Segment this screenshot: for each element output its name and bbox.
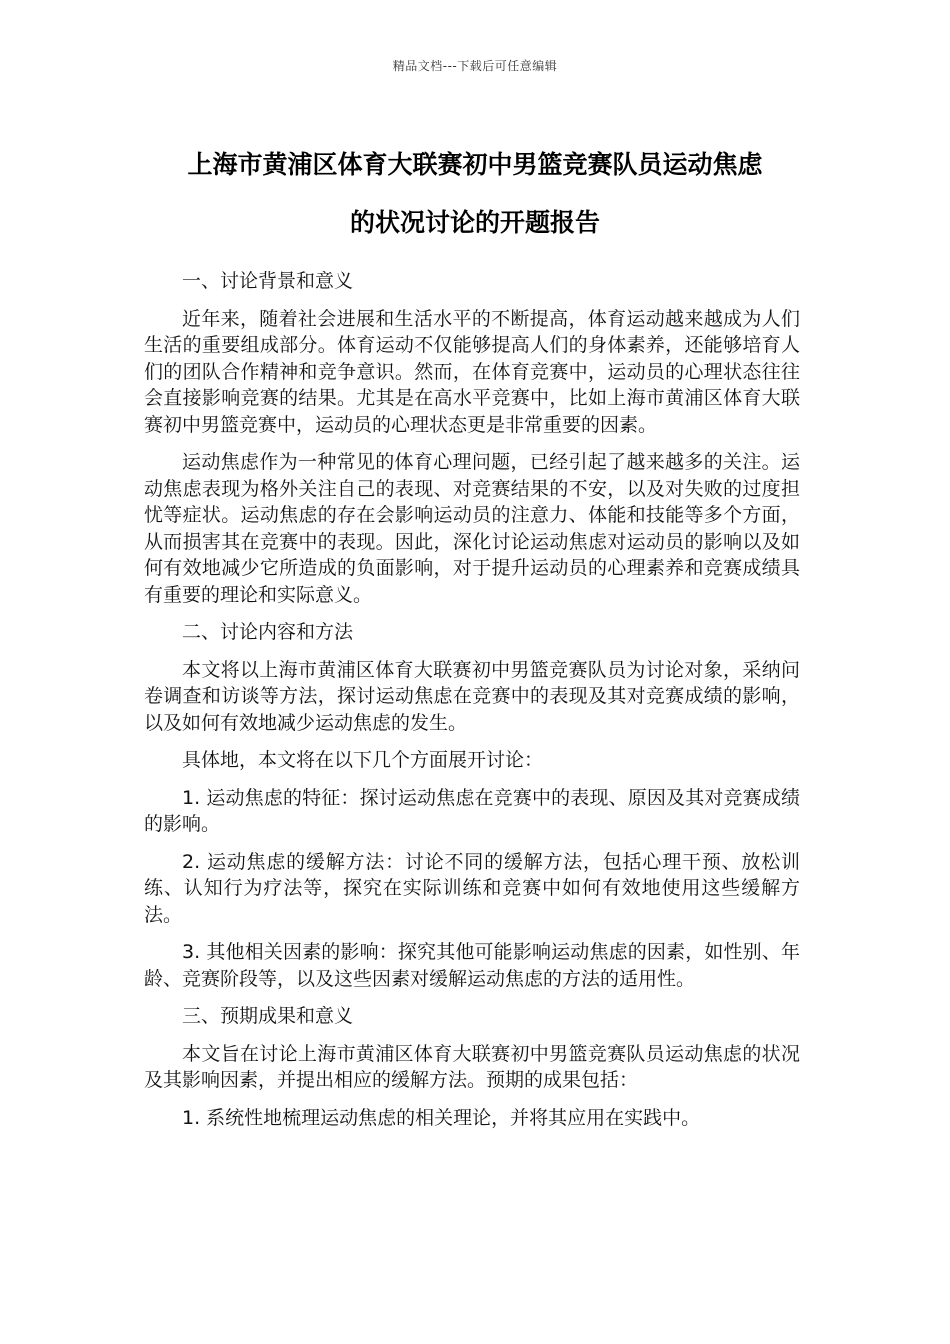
- paragraph: 具体地，本文将在以下几个方面展开讨论：: [182, 749, 544, 771]
- list-item: 2. 运动焦虑的缓解方法：讨论不同的缓解方法，包括心理干预、放松训练、认知行为疗法等，探究在实际训练和竞赛中如何有效地使用这些缓解方法。: [144, 850, 800, 926]
- title-line-2: 的状况讨论的开题报告: [349, 208, 600, 237]
- paragraph: 本文将以上海市黄浦区体育大联赛初中男篮竞赛队员为讨论对象，采纳问卷调查和访谈等方法，探讨运动焦虑在竞赛中的表现及其对竞赛成绩的影响，以及如何有效地减少运动焦虑的发生。: [144, 658, 800, 734]
- title-line-1: 上海市黄浦区体育大联赛初中男篮竞赛队员运动焦虑: [187, 150, 763, 179]
- list-item: 1. 系统性地梳理运动焦虑的相关理论，并将其应用在实践中。: [182, 1106, 701, 1129]
- list-item: 1. 运动焦虑的特征：探讨运动焦虑在竞赛中的表现、原因及其对竞赛成绩的影响。: [144, 786, 800, 835]
- list-item: 3. 其他相关因素的影响：探究其他可能影响运动焦虑的因素，如性别、年龄、竞赛阶段等，以及这些因素对缓解运动焦虑的方法的适用性。: [144, 941, 800, 990]
- paragraph: 运动焦虑作为一种常见的体育心理问题，已经引起了越来越多的关注。运动焦虑表现为格外关注自己的表现、对竞赛结果的不安，以及对失败的过度担忧等症状。运动焦虑的存在会影响运动员的注意力、体能和技能等多个方面，从而损害其在竞赛中的表现。因此，深化讨论运动焦虑对运动员的影响以及如何有效地减少它所造成的负面影响，对于提升运动员的心理素养和竞赛成绩具有重要的理论和实际意义。: [144, 451, 800, 606]
- document-body: [144, 268, 800, 1142]
- section-heading-expected-results: 三、预期成果和意义: [182, 1005, 354, 1027]
- document-title: [130, 136, 820, 252]
- paragraph: 本文旨在讨论上海市黄浦区体育大联赛初中男篮竞赛队员运动焦虑的状况及其影响因素，并提出相应的缓解方法。预期的成果包括：: [144, 1042, 800, 1091]
- section-heading-content-method: 二、讨论内容和方法: [182, 621, 354, 643]
- section-heading-background: 一、讨论背景和意义: [182, 270, 354, 292]
- paragraph: 近年来，随着社会进展和生活水平的不断提高，体育运动越来越成为人们生活的重要组成部分。体育运动不仅能够提高人们的身体素养，还能够培育人们的团队合作精神和竞争意识。然而，在体育竞赛中，运动员的心理状态往往会直接影响竞赛的结果。尤其是在高水平竞赛中，比如上海市黄浦区体育大联赛初中男篮竞赛中，运动员的心理状态更是非常重要的因素。: [144, 307, 800, 436]
- header-watermark: 精品文档---下载后可任意编辑: [392, 59, 558, 73]
